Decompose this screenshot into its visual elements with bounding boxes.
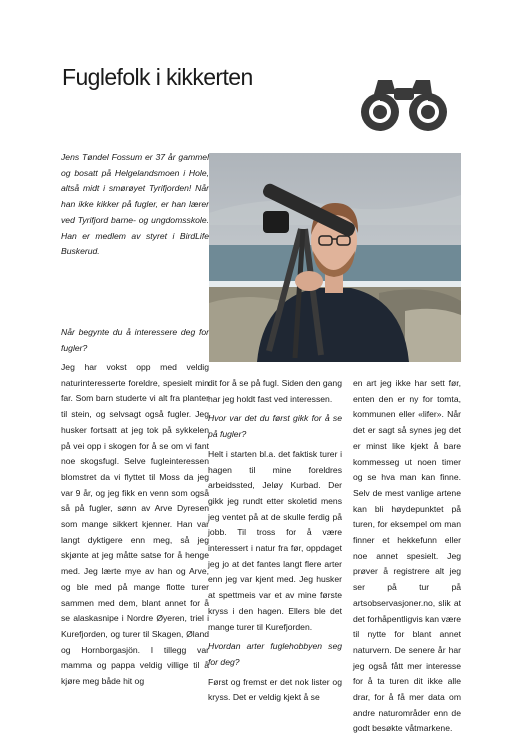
body-column-1: Jeg har vokst opp med veldig naturinteresserte foreldre, spesielt min far. Som barn studerte vi alt fra planter til stein, og selvsagt også fugler. Jeg husker fortsatt at jeg tok på sykkelen på vei opp i skogen for å se om vi fant noe skogsfugl. Selve fugleinteressen blomstret da vi flyttet til Moss da jeg var 9 år, og jeg fikk en venn som også så på fugler, sønn av Arve Dyresen som mange sikkert kjenner. Han var langt dyktigere enn meg, så jeg skjønte at jeg måtte satse for å henge med. Jeg lærte mye av han og Arve, og ble med på mange flotte turer sammen med dem, blant annet for å se alaskasnipe i Nordre Øyeren, triel i Kurefjorden, og turer til Skagen, Øland og Hornborgasjön. I tillegg var mamma og pappa veldig villige til å kjøre meg både hit og (61, 362, 209, 687)
body-paragraph: dit for å se på fugl. Siden den gang har jeg holdt fast ved interessen. (208, 378, 342, 404)
body-column-2 (208, 376, 342, 710)
binoculars-icon (358, 74, 450, 132)
question-heading: Når begynte du å interessere deg for fugler? (61, 327, 209, 353)
body-paragraph: Først og fremst er det nok lister og kryss. Det er veldig kjekt å se (208, 676, 342, 703)
question-heading: Hvor var det du først gikk for å se på fugler? (208, 413, 342, 440)
body-column-3: en art jeg ikke har sett før, enten den er ny for tomta, kommunen eller «lifer». Når det er sagt så synes jeg det er minst like kjekt å bare kommesseg ut noen timer og se hva man kan finne. Selv de mest vanlige artene kan bli høydepunktet på turen, for eksempel om man finner et hekkefunn eller noe annet spesielt. Jeg prøver å registrere alt jeg ser på tur på artsobservasjoner.no, slik at det forhåpentligvis kan være til nytte for blant annet naturvern. De senere år har jeg også fått mer interesse for å ta turen dit ikke alle drar, for å få mer data om andre naturområder enn de godt besøkte våtmarkene. (353, 378, 461, 734)
intro-text: Jens Tøndel Fossum er 37 år gammel og bosatt på Helgelandsmoen i Hole, altså midt i smørøyet Tyrifjorden! Når han ikke kikker på fugler, er han lærer ved Tyrifjord barne- og ungdomsskole. Han er medlem av styret i BirdLife Buskerud. (61, 152, 209, 257)
page-title: Fuglefolk i kikkerten (62, 64, 253, 90)
body-paragraph: Helt i starten bl.a. det faktisk turer i hagen til mine foreldres arbeidssted, Jeløy Kurbad. Der gikk jeg rundt etter skoletid mens jeg ventet på at de skulle ferdig på jobb. Til tross for å være interessert i natur fra før, oppdaget jeg jo at det fantes langt flere arter enn jeg var kjent med. Jeg husker at spettmeis var et av mine første kryss i den hagen. Ellers ble det mange turer til Kurefjorden. (208, 448, 342, 632)
portrait-photo (209, 153, 461, 362)
question-heading: Hvordan arter fuglehobbyen seg for deg? (208, 641, 342, 667)
